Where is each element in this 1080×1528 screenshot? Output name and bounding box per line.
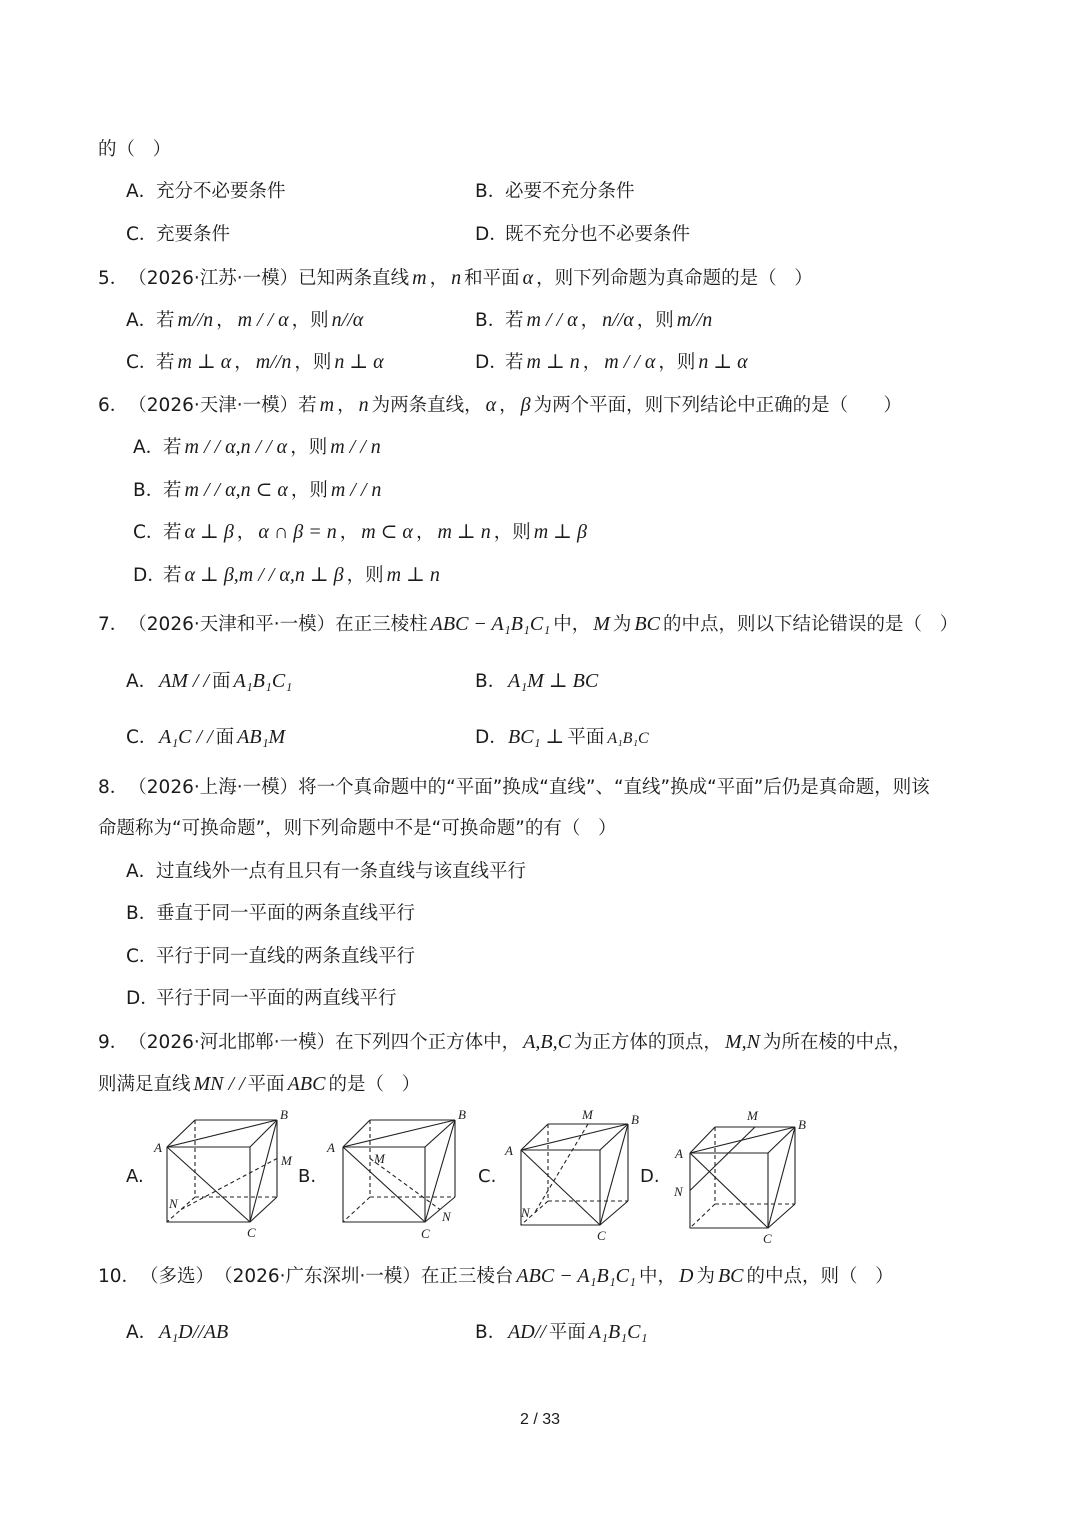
option-text: 若 [163,480,182,501]
math-expr: MN / / [193,1073,245,1095]
vertex-label-b: B [458,1107,466,1122]
option-text: 充要条件 [156,224,231,245]
math-expr: M [593,613,610,635]
q10-stem [98,1263,894,1289]
math-expr: A₁B₁C [607,730,649,747]
cube-figure-a [150,1105,300,1250]
segment-mn [535,1124,589,1213]
q7-stem [98,611,958,637]
triangle-edge-ab [521,1124,628,1150]
stem-text: 的是（ ） [328,1074,421,1095]
math-expr: m ⊥ n [386,564,440,586]
stem-text: 为 [612,614,632,635]
q5-option-c [126,349,387,375]
vertex-label-m: M [281,1153,292,1168]
math-expr: m / / α [526,309,578,331]
triangle-edge-ac [167,1147,250,1222]
q10-option-a [126,1319,231,1345]
math-expr: m//n [177,309,214,331]
math-expr: α ⊥ β [184,521,234,543]
option-label: D． [126,988,159,1009]
question-number: 8． [98,777,129,798]
option-label: D． [475,727,508,748]
question-number: 9． [98,1032,129,1053]
q6-option-c [133,519,590,545]
q4-option-c [126,222,230,248]
option-text: 若 [163,522,182,543]
math-expr: m [319,394,335,416]
cube-figure-d [668,1105,818,1250]
stem-text: 为正方体的顶点， [573,1032,722,1053]
vertex-label-a: A [154,1140,162,1155]
math-expr: ABC − A₁B₁C₁ [516,1265,636,1287]
vertex-label-a: A [675,1146,683,1161]
option-text: 充分不必要条件 [156,181,286,202]
math-expr: α [522,267,534,289]
math-expr: n [358,394,369,416]
cube-edge [167,1120,195,1147]
stem-text: 中， [553,614,591,635]
vertex-label-n: N [169,1196,178,1211]
option-label: C． [126,727,158,748]
page-number: 2 / 33 [519,1411,561,1428]
math-expr: AM / / [159,670,209,692]
option-label: B． [126,903,158,924]
q5-option-d [475,349,751,375]
option-text: 平面 [548,1322,586,1343]
triangle-edge-ac [521,1150,600,1225]
option-label: C． [133,522,165,543]
option-label: A． [126,181,158,202]
math-expr: α ⊥ β,m / / α,n ⊥ β [184,564,344,586]
math-expr: BC [717,1265,744,1287]
triangle-edge-bc [600,1124,628,1225]
math-expr: m / / α [237,309,289,331]
option-text: 若 [156,310,175,331]
q6-option-b [133,477,384,503]
q7-option-b [475,668,601,694]
option-label: A． [133,437,165,458]
question-source: （2026·江苏·一模） [128,268,299,289]
figure-label-c: C. [478,1166,497,1187]
cube-edge [768,1204,795,1228]
option-text: 平行于同一平面的两直线平行 [156,988,397,1009]
math-expr: D [678,1265,694,1287]
hidden-edge [343,1197,370,1222]
stem-text: 则满足直线 [98,1074,191,1095]
math-expr: n//α [602,309,634,331]
option-label: B． [133,480,165,501]
math-expr: m / / α,n / / α [184,436,288,458]
math-expr: A₁B₁C₁ [233,670,293,692]
vertex-label-c: C [597,1228,606,1243]
math-expr: ABC [287,1073,326,1095]
segment-mn [690,1127,755,1191]
option-text: 平面 [567,727,605,748]
stem-text: 将一个真命题中的“平面”换成“直线”、“直线”换成“平面”后仍是真命题，则该 [298,777,930,798]
stem-text: 为所在棱的中点， [762,1032,911,1053]
stem-text: 为两条直线， [371,395,483,416]
option-label: D． [133,565,166,586]
option-label: A． [126,671,158,692]
option-label: B． [475,310,507,331]
option-label: B． [475,181,507,202]
q4-option-d [475,222,690,248]
q6-option-d [133,562,443,588]
option-label: D． [475,352,508,373]
math-expr: A₁D//AB [159,1321,229,1343]
math-expr: β [520,394,531,416]
vertex-label-c: C [421,1226,430,1241]
option-text: 若 [505,352,524,373]
q5-option-a [126,307,366,333]
math-expr: m ⊂ α [361,521,413,543]
option-text: ， [415,522,435,543]
vertex-label-b: B [631,1112,639,1127]
question-source: （2026·天津和平·一模） [128,614,336,635]
option-label: B． [475,671,507,692]
cube-figure-b [325,1105,475,1250]
vertex-label-a: A [327,1140,335,1155]
stem-text: 的中点，则（ ） [746,1266,894,1287]
stem-text: ， [337,395,356,416]
stem-text: 的（ ） [98,139,172,160]
math-expr: A,B,C [523,1031,571,1053]
vertex-label-n: N [521,1205,530,1220]
option-text: 若 [163,437,182,458]
q4-option-a [126,179,286,205]
option-text: ， [236,522,256,543]
figure-label-b: B. [298,1166,317,1187]
cube-edge [690,1127,715,1153]
stem-text: 为 [696,1266,715,1287]
q6-option-a [133,434,384,460]
math-expr: n ⊥ α [698,351,748,373]
stem-text: 的中点，则以下结论错误的是（ ） [662,614,959,635]
math-expr: BC [634,613,660,635]
vertex-label-m: M [374,1151,385,1166]
math-expr: α ∩ β = n [258,521,337,543]
option-text: ，则 [346,565,384,586]
q6-stem [98,392,902,418]
option-text: ，则 [658,352,696,373]
segment-mn [370,1159,440,1210]
question-number: 5． [98,268,129,289]
vertex-label-n: N [442,1209,451,1224]
option-text: 过直线外一点有且只有一条直线与该直线平行 [156,861,527,882]
q9-stem-line2 [98,1071,420,1097]
question-source: （2026·广东深圳·一模） [214,1266,421,1287]
math-expr: m ⊥ β [533,521,587,543]
stem-text: 在正三棱柱 [335,614,428,635]
option-text: 垂直于同一平面的两条直线平行 [156,903,416,924]
option-label: A． [126,1322,158,1343]
q8-option-c [126,944,415,970]
q7-option-d [475,724,652,750]
triangle-edge-ab [690,1127,795,1153]
option-text: ，则 [290,437,328,458]
triangle-edge-ab [167,1120,277,1147]
question-source: （2026·上海·一模） [128,777,299,798]
q7-option-c [126,724,288,750]
stem-text: 若 [298,395,317,416]
math-expr: ABC − A₁B₁C₁ [430,613,551,635]
question-tag: （多选） [140,1266,215,1287]
triangle-edge-bc [425,1120,455,1222]
q8-stem-line1 [98,775,930,801]
cube-edge [250,1197,277,1222]
figure-label-a: A. [126,1166,144,1187]
option-label: A． [126,861,158,882]
vertex-label-a: A [505,1143,513,1158]
stem-text: ，则下列命题为真命题的是（ ） [536,268,813,289]
option-text: ，则 [294,352,332,373]
triangle-edge-ab [343,1120,455,1147]
figure-label-d: D. [640,1166,660,1187]
math-expr: M,N [724,1031,760,1053]
option-text: ， [216,310,235,331]
q7-option-a [126,668,295,694]
vertex-label-m: M [747,1108,758,1123]
math-expr: m ⊥ n [437,521,491,543]
option-label: B． [475,1322,507,1343]
option-label: A． [126,310,158,331]
option-text: ， [580,310,600,331]
vertex-label-b: B [798,1117,806,1132]
math-expr: n ⊥ α [334,351,384,373]
option-text: ，则 [636,310,674,331]
math-expr: n [451,267,462,289]
vertex-label-m: M [582,1107,593,1122]
question-number: 10． [98,1266,141,1287]
stem-text: ， [499,395,518,416]
math-expr: m ⊥ n [526,351,580,373]
math-expr: m ⊥ α [177,351,232,373]
option-text: 若 [156,352,175,373]
math-expr: AD// [508,1321,546,1343]
cube-edge [343,1120,370,1147]
stem-text: 在下列四个正方体中， [335,1032,521,1053]
option-text: ，则 [493,522,531,543]
option-text: 平行于同一直线的两条直线平行 [156,946,416,967]
math-expr: A₁M ⊥ BC [508,670,599,692]
math-expr: A₁C / / [159,726,213,748]
math-expr: m / / α,n ⊂ α [184,479,288,501]
question-source: （2026·天津·一模） [128,395,299,416]
q10-option-b [475,1319,650,1345]
math-expr: m / / n [330,436,381,458]
q8-option-a [126,859,526,885]
math-expr: m [412,267,427,289]
math-expr: n//α [331,309,364,331]
vertex-label-c: C [247,1225,256,1240]
stem-text: 中， [638,1266,676,1287]
q9-stem-line1 [98,1029,911,1055]
option-label: C． [126,946,158,967]
option-text: 面 [212,671,231,692]
math-expr: A₁B₁C₁ [588,1321,648,1343]
stem-text: 为两个平面，则下列结论中正确的是（ ） [533,395,902,416]
q4-option-b [475,179,635,205]
q8-option-d [126,986,397,1012]
option-text: ，则 [290,480,328,501]
vertex-label-b: B [280,1107,288,1122]
cube-figure-c [500,1105,650,1250]
stem-text: ， [429,268,449,289]
stem-text: 命题称为“可换命题”，则下列命题中不是“可换命题”的有（ ） [98,818,617,839]
question-number: 7． [98,614,129,635]
math-expr: m//n [255,351,292,373]
triangle-edge-ac [690,1153,768,1228]
option-text: 若 [505,310,524,331]
option-label: D． [475,224,508,245]
math-expr: m / / n [330,479,382,501]
stem-text: 平面 [247,1074,285,1095]
option-label: C． [126,224,158,245]
option-text: 必要不充分条件 [505,181,635,202]
stem-text: 和平面 [464,268,520,289]
hidden-edge [690,1204,715,1228]
q8-stem-line2 [98,816,616,842]
option-text: 面 [215,727,235,748]
cube-edge [600,1201,628,1225]
option-text: ， [234,352,253,373]
vertex-label-n: N [674,1184,683,1199]
stem-text: 在正三棱台 [420,1266,514,1287]
stem-text: 已知两条直线 [298,268,410,289]
option-text: ， [339,522,359,543]
math-expr: α [485,394,497,416]
q4-stem-tail [98,137,171,163]
vertex-label-c: C [763,1231,772,1246]
cube-edge [521,1124,548,1150]
q5-option-b [475,307,715,333]
question-number: 6． [98,395,129,416]
q8-option-b [126,901,415,927]
q5-stem [98,265,813,291]
option-text: 若 [163,565,182,586]
math-expr: m//n [676,309,713,331]
option-text: ， [582,352,602,373]
option-text: 既不充分也不必要条件 [505,224,691,245]
math-expr: AB₁M [237,726,286,748]
triangle-edge-bc [768,1127,795,1228]
math-expr: BC₁ ⊥ [508,726,565,748]
triangle-edge-bc [250,1120,277,1222]
math-expr: m / / α [604,351,656,373]
option-label: C． [126,352,158,373]
question-source: （2026·河北邯郸·一模） [128,1032,336,1053]
option-text: ，则 [291,310,329,331]
